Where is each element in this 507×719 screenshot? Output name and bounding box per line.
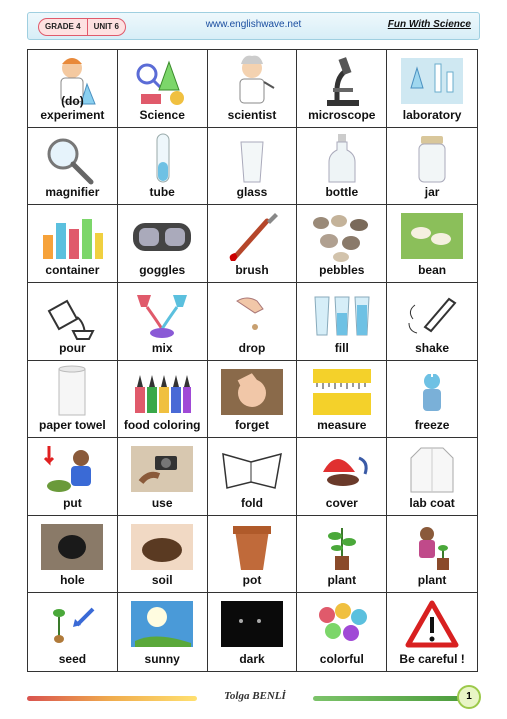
- vocab-word: pot: [242, 573, 262, 588]
- vocab-word: laboratory: [402, 107, 462, 122]
- vocab-word: colorful: [319, 652, 364, 666]
- unit-tag: UNIT 6: [88, 18, 126, 36]
- warning-icon: [387, 597, 477, 651]
- vocab-word: forget: [234, 418, 269, 433]
- glass-icon: [208, 132, 297, 186]
- vocab-word: bottle: [325, 185, 359, 200]
- vocab-card: [208, 50, 298, 128]
- vocab-word: measure: [317, 418, 367, 433]
- vocab-card: [297, 438, 387, 516]
- brush-icon: [208, 209, 297, 263]
- vocab-card: [118, 283, 208, 361]
- vocab-card: [118, 516, 208, 594]
- vocab-card: [297, 593, 387, 671]
- footer-line-right: [313, 696, 473, 701]
- scientist-icon: [208, 54, 297, 108]
- vocab-word: Science: [139, 107, 185, 122]
- jar-icon: [387, 132, 477, 186]
- shake-icon: [387, 287, 477, 341]
- test-tube-icon: [118, 132, 207, 186]
- microscope-icon: [297, 54, 386, 108]
- footer-line-left: [27, 696, 197, 701]
- lab-coat-icon: [387, 442, 477, 496]
- forget-icon: [208, 365, 297, 419]
- vocab-word: use: [151, 495, 173, 510]
- vocab-word: freeze: [414, 418, 450, 433]
- planting-icon: [387, 520, 477, 574]
- vocab-word: magnifier: [45, 185, 100, 200]
- author-name: Tolga BENLİ: [224, 690, 286, 702]
- vocab-card: [387, 438, 477, 516]
- fold-icon: [208, 442, 297, 496]
- vocab-card: [387, 283, 477, 361]
- vocab-card: [28, 50, 118, 128]
- vocab-card: [208, 516, 298, 594]
- vocab-card: [208, 205, 298, 283]
- vocab-word: seed: [58, 652, 87, 666]
- vocab-card: [387, 128, 477, 206]
- vocab-word: scientist: [227, 107, 277, 122]
- vocab-card: [297, 361, 387, 439]
- colorful-icon: [297, 597, 386, 651]
- dark-icon: [208, 597, 297, 651]
- vocab-word: shake: [415, 340, 450, 355]
- vocab-card: [118, 361, 208, 439]
- vocab-word: soil: [151, 573, 173, 588]
- sunny-icon: [118, 597, 207, 651]
- website-link[interactable]: www.englishwave.net: [205, 19, 302, 30]
- vocabulary-grid: [27, 49, 478, 672]
- vocab-card: [387, 361, 477, 439]
- vocab-card: [297, 205, 387, 283]
- vocab-word: tube: [149, 185, 175, 200]
- goggles-icon: [118, 209, 207, 263]
- bottle-icon: [297, 132, 386, 186]
- magnifier-icon: [28, 132, 117, 186]
- vocab-word: brush: [235, 262, 269, 277]
- vocab-word: container: [45, 262, 100, 277]
- bean-icon: [387, 209, 477, 263]
- vocab-card: [208, 361, 298, 439]
- pot-icon: [208, 520, 297, 574]
- vocab-card: [208, 283, 298, 361]
- vocab-word: pebbles: [319, 262, 365, 277]
- vocab-card: [297, 283, 387, 361]
- vocab-word: (do) experiment: [40, 93, 105, 122]
- vocab-card: [28, 593, 118, 671]
- vocab-word: drop: [238, 340, 266, 355]
- vocab-card: [118, 128, 208, 206]
- vocab-card: [28, 361, 118, 439]
- vocab-word: cover: [325, 495, 358, 510]
- paper-towel-icon: [28, 365, 117, 419]
- page-number: 1: [457, 685, 481, 709]
- worksheet-header: [27, 12, 480, 40]
- mix-icon: [118, 287, 207, 341]
- vocab-word: microscope: [308, 107, 376, 122]
- vocab-word: goggles: [139, 262, 186, 277]
- vocab-word: plant: [327, 573, 357, 588]
- vocab-card: [387, 50, 477, 128]
- vocab-card: [28, 438, 118, 516]
- vocab-word: lab coat: [409, 495, 455, 510]
- vocab-word: sunny: [144, 652, 180, 666]
- vocab-word: fold: [240, 495, 263, 510]
- vocab-word: put: [63, 495, 82, 510]
- vocab-card: [208, 128, 298, 206]
- container-icon: [28, 209, 117, 263]
- cover-icon: [297, 442, 386, 496]
- put-icon: [28, 442, 117, 496]
- page-footer: [27, 688, 478, 710]
- plant-icon: [297, 520, 386, 574]
- vocab-word: pour: [59, 340, 86, 355]
- vocab-card: [118, 438, 208, 516]
- vocab-card: [208, 593, 298, 671]
- seed-icon: [28, 597, 117, 651]
- pour-icon: [28, 287, 117, 341]
- science-tools-icon: [118, 54, 207, 108]
- vocab-card: [297, 128, 387, 206]
- fill-icon: [297, 287, 386, 341]
- vocab-card: [387, 205, 477, 283]
- food-coloring-icon: [118, 365, 207, 419]
- drop-icon: [208, 287, 297, 341]
- grade-tag: GRADE 4: [38, 18, 88, 36]
- vocab-card: [28, 283, 118, 361]
- vocab-word: jar: [424, 185, 440, 200]
- laboratory-icon: [387, 54, 477, 108]
- hole-icon: [28, 520, 117, 574]
- vocab-card: [387, 593, 477, 671]
- vocab-word: hole: [60, 573, 85, 588]
- vocab-card: [297, 50, 387, 128]
- measure-icon: [297, 365, 386, 419]
- vocab-card: [297, 516, 387, 594]
- freeze-icon: [387, 365, 477, 419]
- vocab-card: [118, 205, 208, 283]
- vocab-word: fill: [334, 340, 349, 355]
- use-icon: [118, 442, 207, 496]
- vocab-word: dark: [239, 652, 265, 666]
- vocab-card: [118, 593, 208, 671]
- soil-icon: [118, 520, 207, 574]
- vocab-card: [28, 128, 118, 206]
- vocab-card: [28, 205, 118, 283]
- pebbles-icon: [297, 209, 386, 263]
- vocab-card: [118, 50, 208, 128]
- vocab-word: plant: [417, 573, 447, 588]
- vocab-word: paper towel: [39, 418, 106, 433]
- vocab-card: [28, 516, 118, 594]
- vocab-card: [387, 516, 477, 594]
- vocab-word: mix: [151, 340, 173, 355]
- vocab-word: food coloring: [123, 418, 201, 433]
- vocab-word: Be careful !: [399, 652, 465, 666]
- vocab-word: bean: [418, 262, 447, 277]
- vocab-word: glass: [236, 185, 268, 200]
- worksheet-title: Fun With Science: [387, 19, 471, 30]
- vocab-card: [208, 438, 298, 516]
